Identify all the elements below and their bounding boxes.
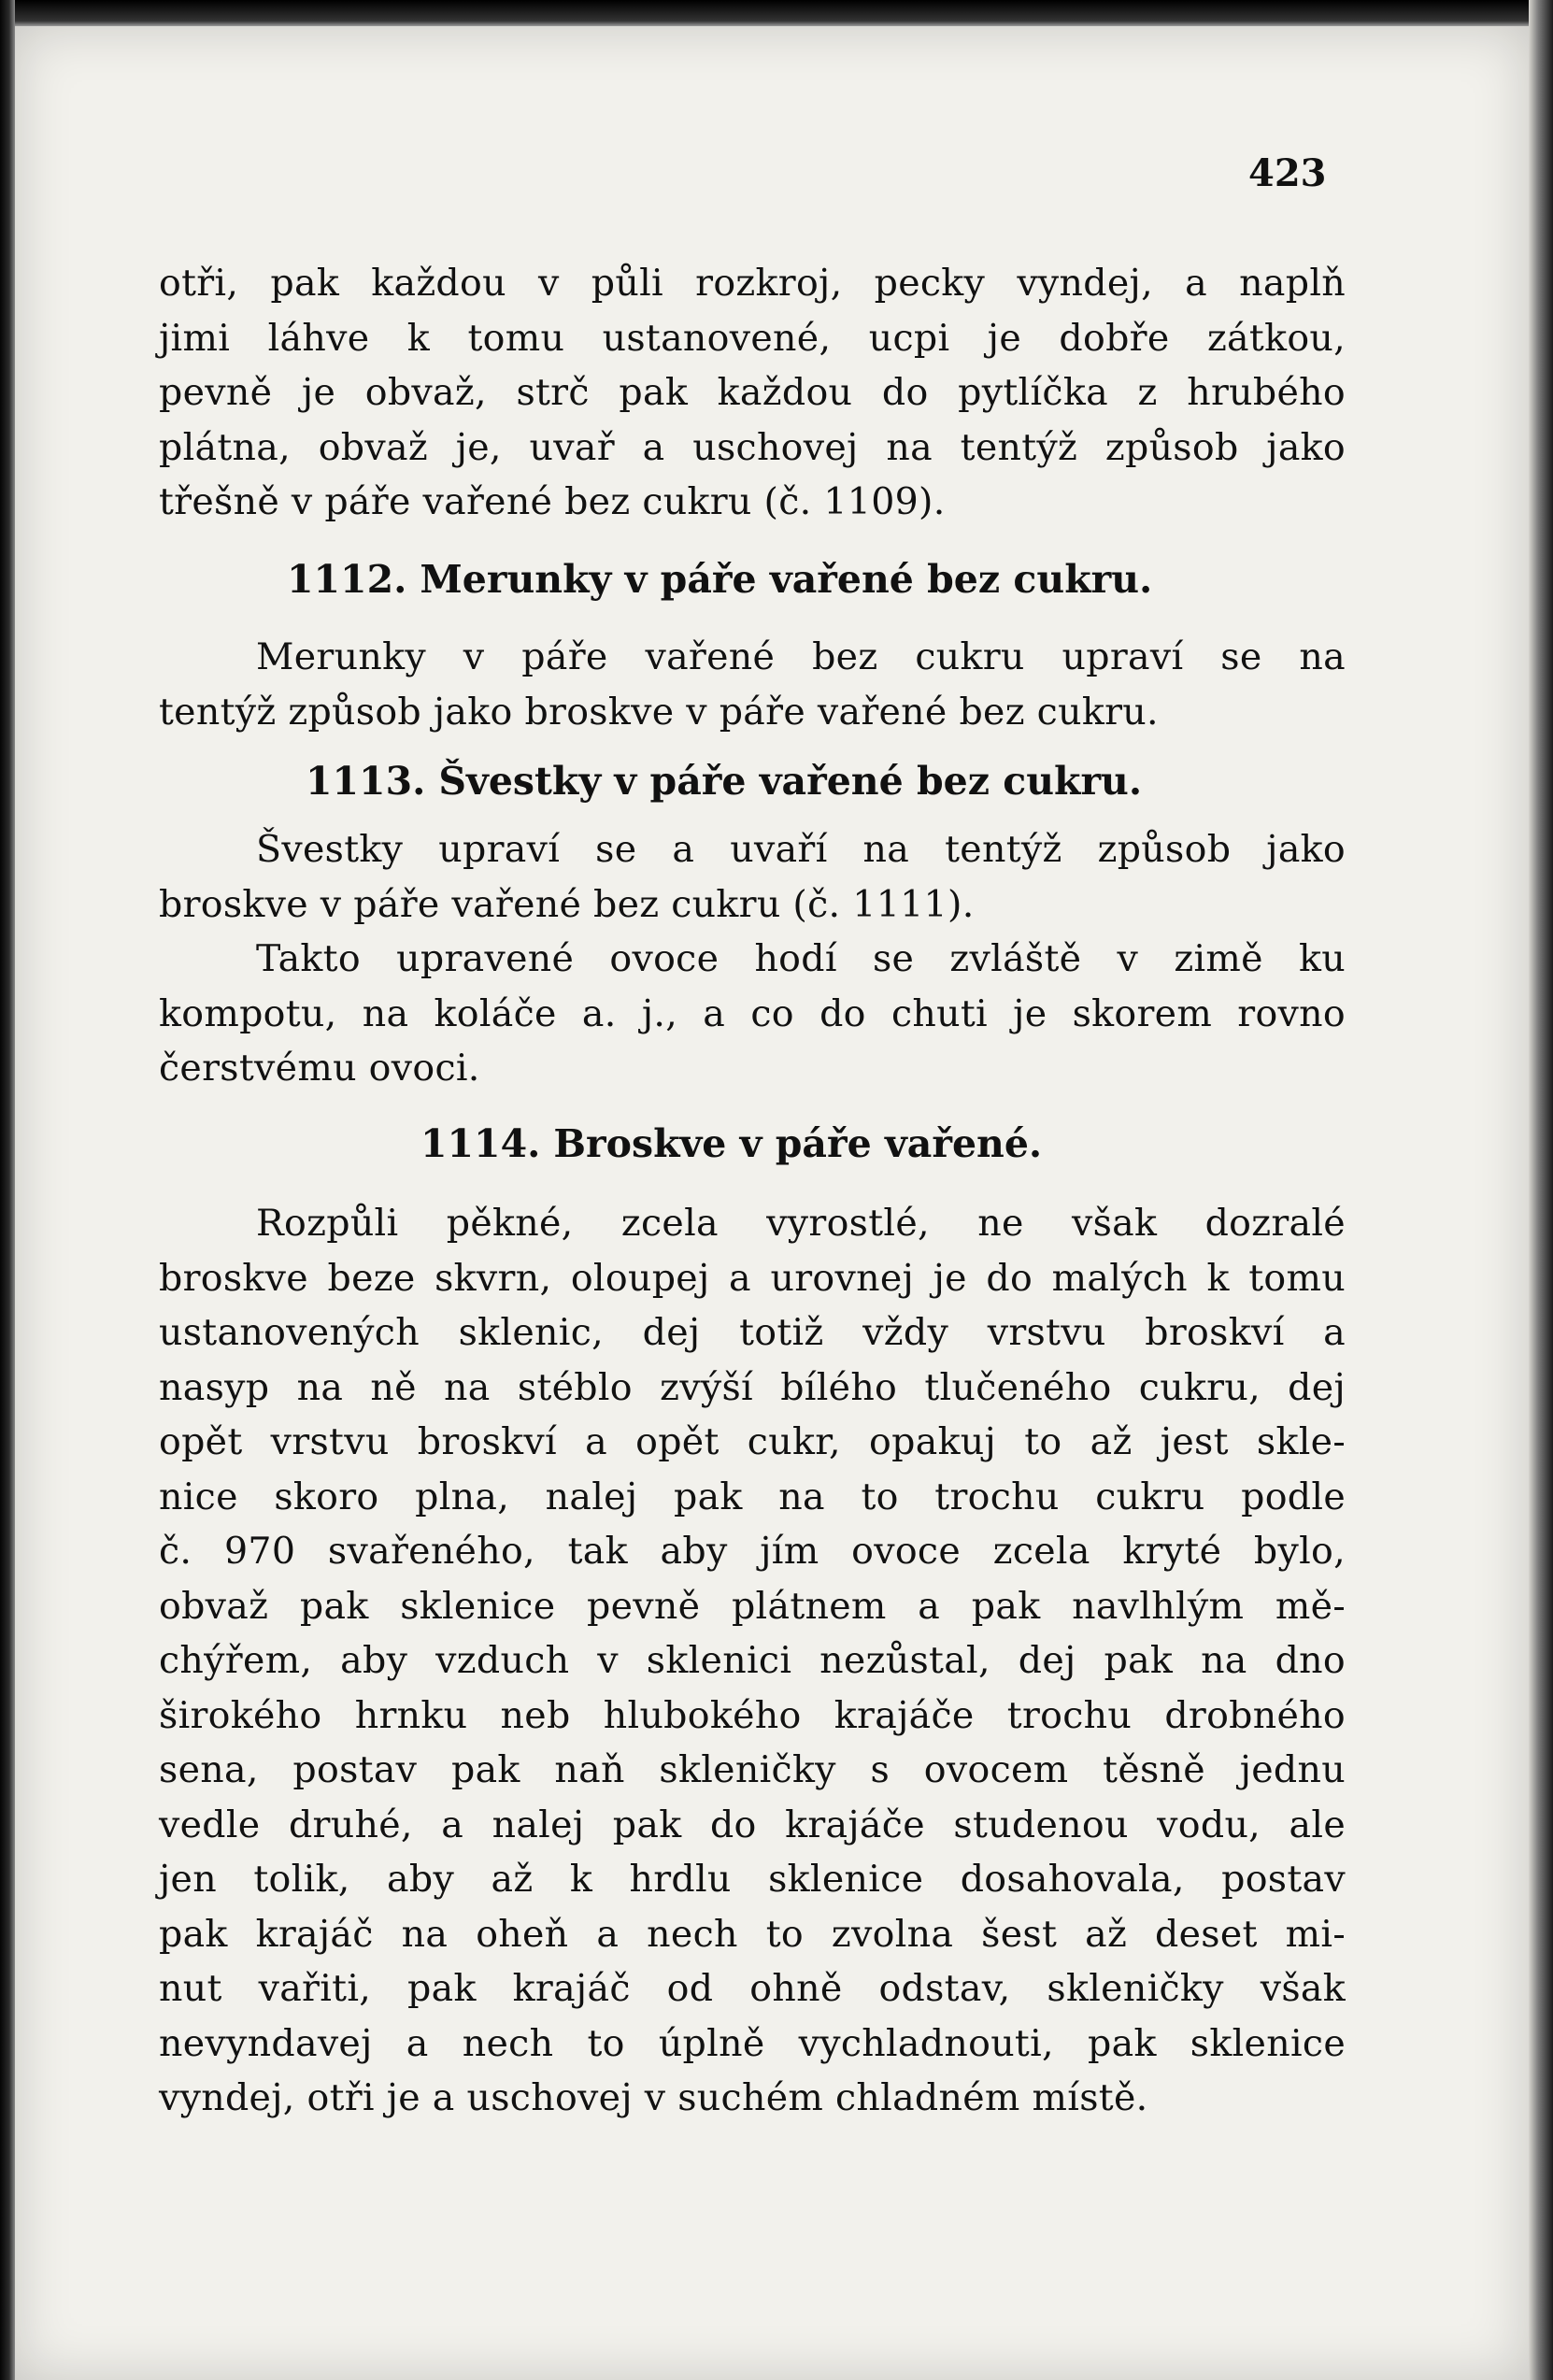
- text-line: pak krajáč na oheň a nech to zvolna šest až deset mi-: [159, 1912, 1346, 1956]
- text-line: Rozpůli pěkné, zcela vyrostlé, ne však dozralé: [256, 1202, 1346, 1245]
- text-line: opět vrstvu broskví a opět cukr, opakuj to až jest skle-: [159, 1420, 1346, 1463]
- section-number: 1113.: [306, 759, 426, 804]
- text-line: třešně v páře vařené bez cukru (č. 1109).: [159, 480, 946, 523]
- section-title: Broskve v páře vařené.: [553, 1121, 1043, 1166]
- text-line: č. 970 svařeného, tak aby jím ovoce zcela kryté bylo,: [159, 1530, 1346, 1573]
- text-line: plátna, obvaž je, uvař a uschovej na tentýž způsob jako: [159, 425, 1346, 469]
- paragraph-1112: [159, 630, 1346, 739]
- page-number: 423: [1248, 151, 1327, 195]
- text-line: vyndej, otři je a uschovej v suchém chladném místě.: [159, 2076, 1148, 2119]
- text-line: tentýž způsob jako broskve v páře vařené bez cukru.: [159, 690, 1159, 734]
- text-line: vedle druhé, a nalej pak do krajáče studenou vodu, ale: [159, 1803, 1346, 1846]
- text-line: nice skoro plna, nalej pak na to trochu cukru podle: [159, 1475, 1346, 1518]
- text-line: Takto upravené ovoce hodí se zvláště v zimě ku: [256, 937, 1346, 980]
- section-heading-1114: [420, 1121, 1042, 1166]
- section-number: 1114.: [420, 1121, 541, 1166]
- text-line: kompotu, na koláče a. j., a co do chuti je skorem rovno: [159, 991, 1346, 1035]
- section-number: 1112.: [287, 557, 407, 602]
- text-line: nasyp na ně na stéblo zvýší bílého tlučeného cukru, dej: [159, 1365, 1346, 1409]
- text-line: obvaž pak sklenice pevně plátnem a pak navlhlým mě-: [159, 1584, 1346, 1628]
- text-line: otři, pak každou v půli rozkroj, pecky vyndej, a naplň: [159, 262, 1346, 305]
- text-line: jimi láhve k tomu ustanovené, ucpi je dobře zátkou,: [159, 316, 1346, 360]
- text-line: broskve beze skvrn, oloupej a urovnej je do malých k tomu: [159, 1256, 1346, 1300]
- text-line: sena, postav pak naň skleničky s ovocem těsně jednu: [159, 1748, 1346, 1791]
- paragraph-1114: [159, 1196, 1346, 2126]
- text-line: chýřem, aby vzduch v sklenici nezůstal, dej pak na dno: [159, 1639, 1346, 1682]
- scan-top-edge: [0, 0, 1553, 26]
- text-line: širokého hrnku neb hlubokého krajáče trochu drobného: [159, 1693, 1346, 1737]
- text-line: Merunky v páře vařené bez cukru upraví se na: [256, 635, 1346, 678]
- text-line: nevyndavej a nech to úplně vychladnouti, pak sklenice: [159, 2021, 1346, 2065]
- text-line: pevně je obvaž, strč pak každou do pytlíčka z hrubého: [159, 371, 1346, 414]
- scan-right-edge: [1529, 0, 1553, 2380]
- intro-paragraph: [159, 256, 1346, 530]
- text-line: nut vařiti, pak krajáč od ohně odstav, skleničky však: [159, 1967, 1346, 2010]
- text-line: broskve v páře vařené bez cukru (č. 1111).: [159, 882, 975, 926]
- section-title: Švestky v páře vařené bez cukru.: [438, 759, 1143, 804]
- text-line: Švestky upraví se a uvaří na tentýž způsob jako: [256, 828, 1346, 871]
- text-line: čerstvému ovoci.: [159, 1047, 480, 1090]
- text-line: jen tolik, aby až k hrdlu sklenice dosahovala, postav: [159, 1858, 1346, 1901]
- paragraph-1113: [159, 822, 1346, 1096]
- section-heading-1113: [306, 759, 1142, 804]
- section-heading-1112: [287, 557, 1152, 602]
- text-line: ustanovených sklenic, dej totiž vždy vrstvu broskví a: [159, 1311, 1346, 1354]
- section-title: Merunky v páře vařené bez cukru.: [420, 557, 1153, 602]
- scan-left-edge: [0, 0, 15, 2380]
